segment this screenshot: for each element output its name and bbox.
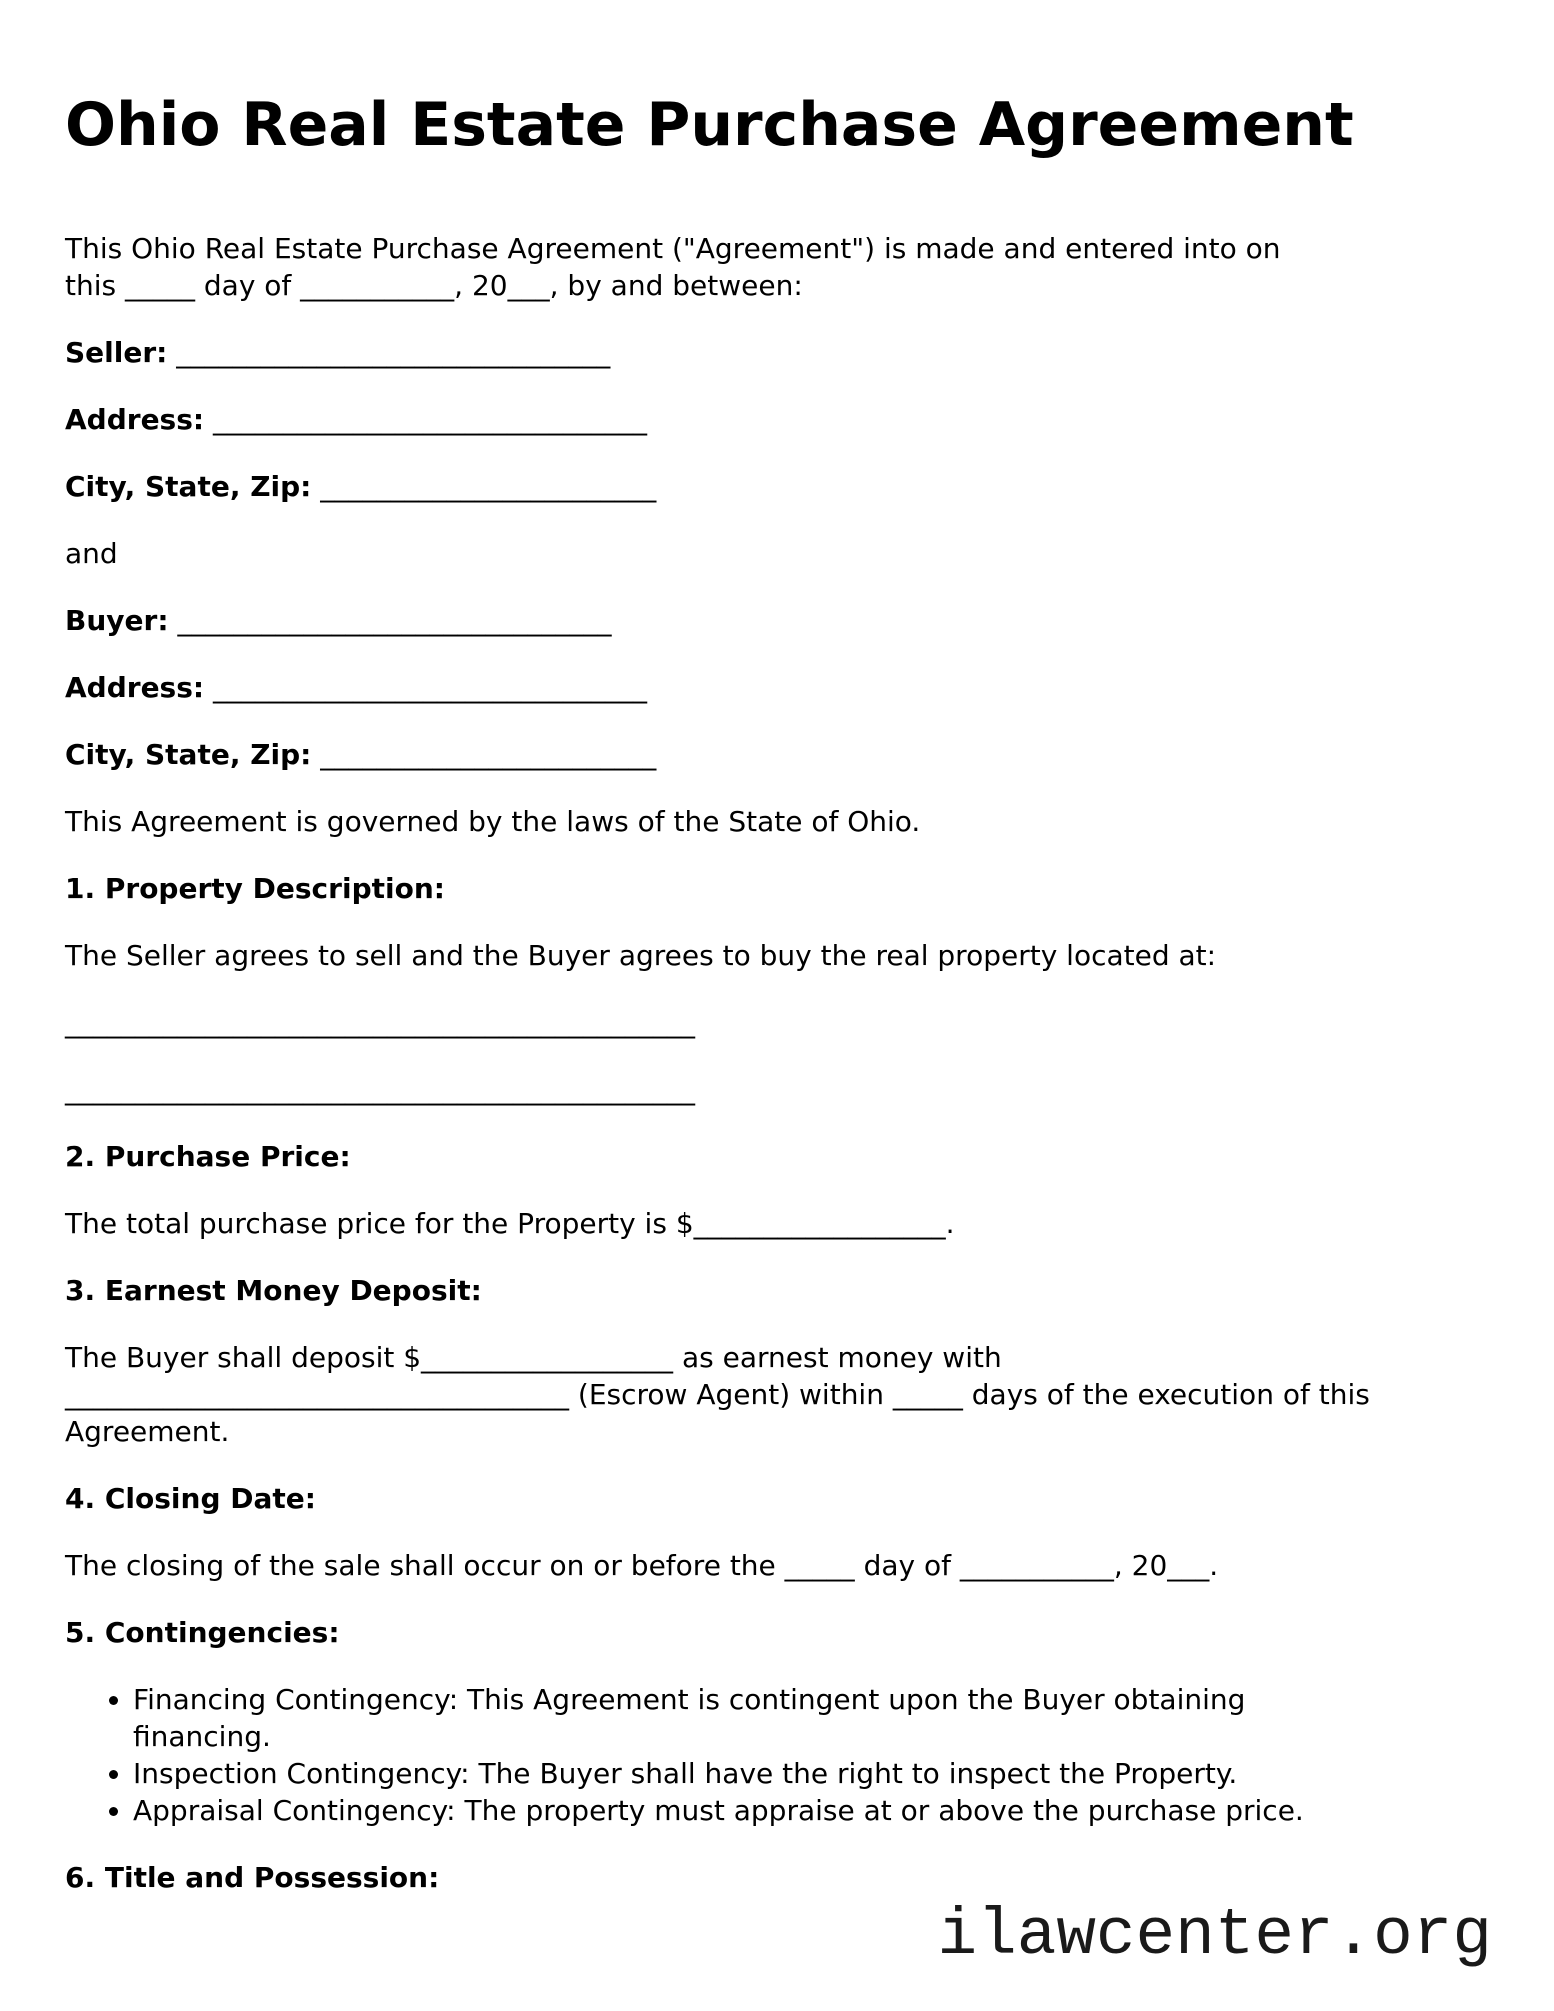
section-4-heading: 4. Closing Date: bbox=[65, 1482, 316, 1515]
buyer-city-blank: ________________________ bbox=[320, 738, 657, 771]
property-description-body: The Seller agrees to sell and the Buyer agrees to buy the real property located at: bbox=[65, 939, 1217, 972]
buyer-name-blank: _______________________________ bbox=[177, 604, 612, 637]
earnest-money-body bbox=[65, 1339, 1489, 1450]
financing-line-1: Financing Contingency: This Agreement is contingent upon the Buyer obtaining bbox=[133, 1683, 1246, 1716]
seller-address-blank: _______________________________ bbox=[213, 403, 647, 436]
property-blank-line-2: _____________________________________________ bbox=[65, 1073, 695, 1106]
section-6-heading: 6. Title and Possession: bbox=[65, 1861, 440, 1894]
financing-line-2: financing. bbox=[133, 1720, 271, 1753]
conjunction-line: and bbox=[65, 537, 118, 570]
seller-name-blank: _______________________________ bbox=[176, 336, 611, 369]
seller-city-blank: ________________________ bbox=[320, 470, 657, 503]
seller-line bbox=[65, 334, 1489, 371]
buyer-address-blank: _______________________________ bbox=[213, 671, 647, 704]
buyer-label: Buyer: bbox=[65, 604, 169, 637]
seller-label: Seller: bbox=[65, 336, 168, 369]
seller-city-label: City, State, Zip: bbox=[65, 470, 312, 503]
buyer-city-label: City, State, Zip: bbox=[65, 738, 312, 771]
buyer-address-label: Address: bbox=[65, 671, 205, 704]
purchase-price-body: The total purchase price for the Property is $__________________. bbox=[65, 1207, 955, 1240]
buyer-address-line bbox=[65, 669, 1489, 706]
earnest-line-3: Agreement. bbox=[65, 1415, 230, 1448]
earnest-line-1: The Buyer shall deposit $__________________ as earnest money with bbox=[65, 1341, 1002, 1374]
intro-line-1: This Ohio Real Estate Purchase Agreement ("Agreement") is made and entered into on bbox=[65, 232, 1281, 265]
intro-line-2: this _____ day of ___________, 20___, by and between: bbox=[65, 269, 803, 302]
earnest-line-2: ____________________________________ (Escrow Agent) within _____ days of the execution of this bbox=[65, 1378, 1370, 1411]
closing-date-body: The closing of the sale shall occur on or before the _____ day of ___________, 20___. bbox=[65, 1549, 1219, 1582]
governing-law-line: This Agreement is governed by the laws of the State of Ohio. bbox=[65, 805, 921, 838]
watermark-text: ilawcenter.org bbox=[937, 1898, 1492, 1973]
section-3-heading: 3. Earnest Money Deposit: bbox=[65, 1274, 482, 1307]
intro-paragraph bbox=[65, 230, 1489, 304]
document-title: Ohio Real Estate Purchase Agreement bbox=[65, 90, 1354, 160]
seller-address-line bbox=[65, 401, 1489, 438]
list-item-financing bbox=[133, 1681, 1489, 1755]
section-5-heading: 5. Contingencies: bbox=[65, 1616, 340, 1649]
property-blank-line-1: _____________________________________________ bbox=[65, 1006, 695, 1039]
list-item-appraisal: • Appraisal Contingency: The property must appraise at or above the purchase price. bbox=[133, 1792, 1489, 1829]
buyer-city-state-zip-line bbox=[65, 736, 1489, 773]
seller-address-label: Address: bbox=[65, 403, 205, 436]
section-2-heading: 2. Purchase Price: bbox=[65, 1140, 351, 1173]
section-1-heading: 1. Property Description: bbox=[65, 872, 445, 905]
buyer-line bbox=[65, 602, 1489, 639]
list-item-inspection: • Inspection Contingency: The Buyer shall have the right to inspect the Property. bbox=[133, 1755, 1489, 1792]
seller-city-state-zip-line bbox=[65, 468, 1489, 505]
contingencies-list bbox=[65, 1681, 1489, 1829]
